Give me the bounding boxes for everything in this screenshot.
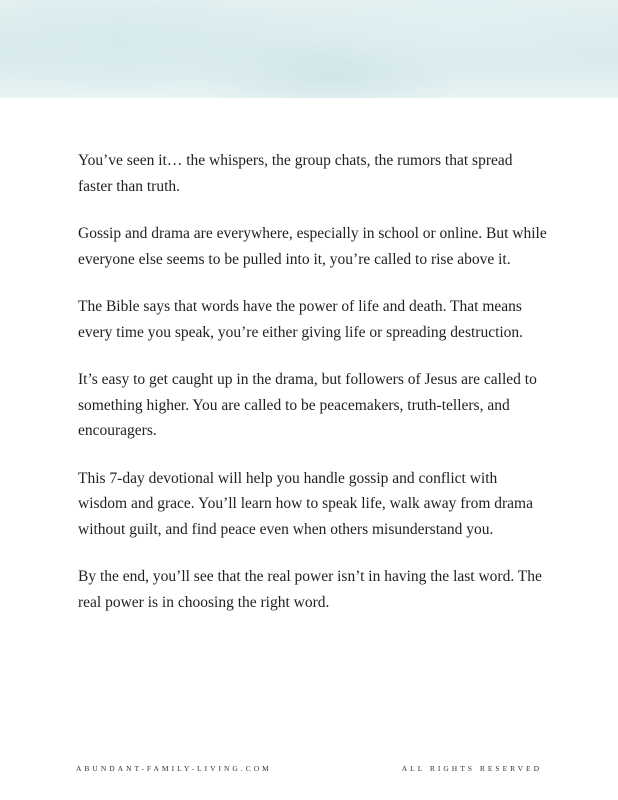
paragraph-1: You’ve seen it… the whispers, the group chats, the rumors that spread faster than truth. bbox=[78, 152, 513, 195]
paragraph-6: By the end, you’ll see that the real power isn’t in having the last word. The real power is in choosing the right word. bbox=[78, 568, 542, 611]
paragraph-4: It’s easy to get caught up in the drama, but followers of Jesus are called to something higher. You are called to be peacemakers, truth-tellers, and encouragers. bbox=[78, 371, 537, 439]
page-footer bbox=[0, 764, 618, 778]
footer-rights: ALL RIGHTS RESERVED bbox=[401, 764, 542, 773]
paragraph-5: This 7-day devotional will help you handle gossip and conflict with wisdom and grace. You’ll learn how to speak life, walk away from drama without guilt, and find peace even when others misunderstand you. bbox=[78, 469, 533, 538]
paragraph-3: The Bible says that words have the power of life and death. That means every time you speak, you’re either giving life or spreading destruction. bbox=[78, 298, 524, 341]
footer-website: ABUNDANT-FAMILY-LIVING.COM bbox=[76, 764, 272, 773]
paragraph-2: Gossip and drama are everywhere, especially in school or online. But while everyone else seems to be pulled into it, you’re called to rise above it. bbox=[78, 225, 547, 268]
devotional-intro-text bbox=[78, 148, 548, 637]
header-watercolor-band bbox=[0, 0, 618, 98]
